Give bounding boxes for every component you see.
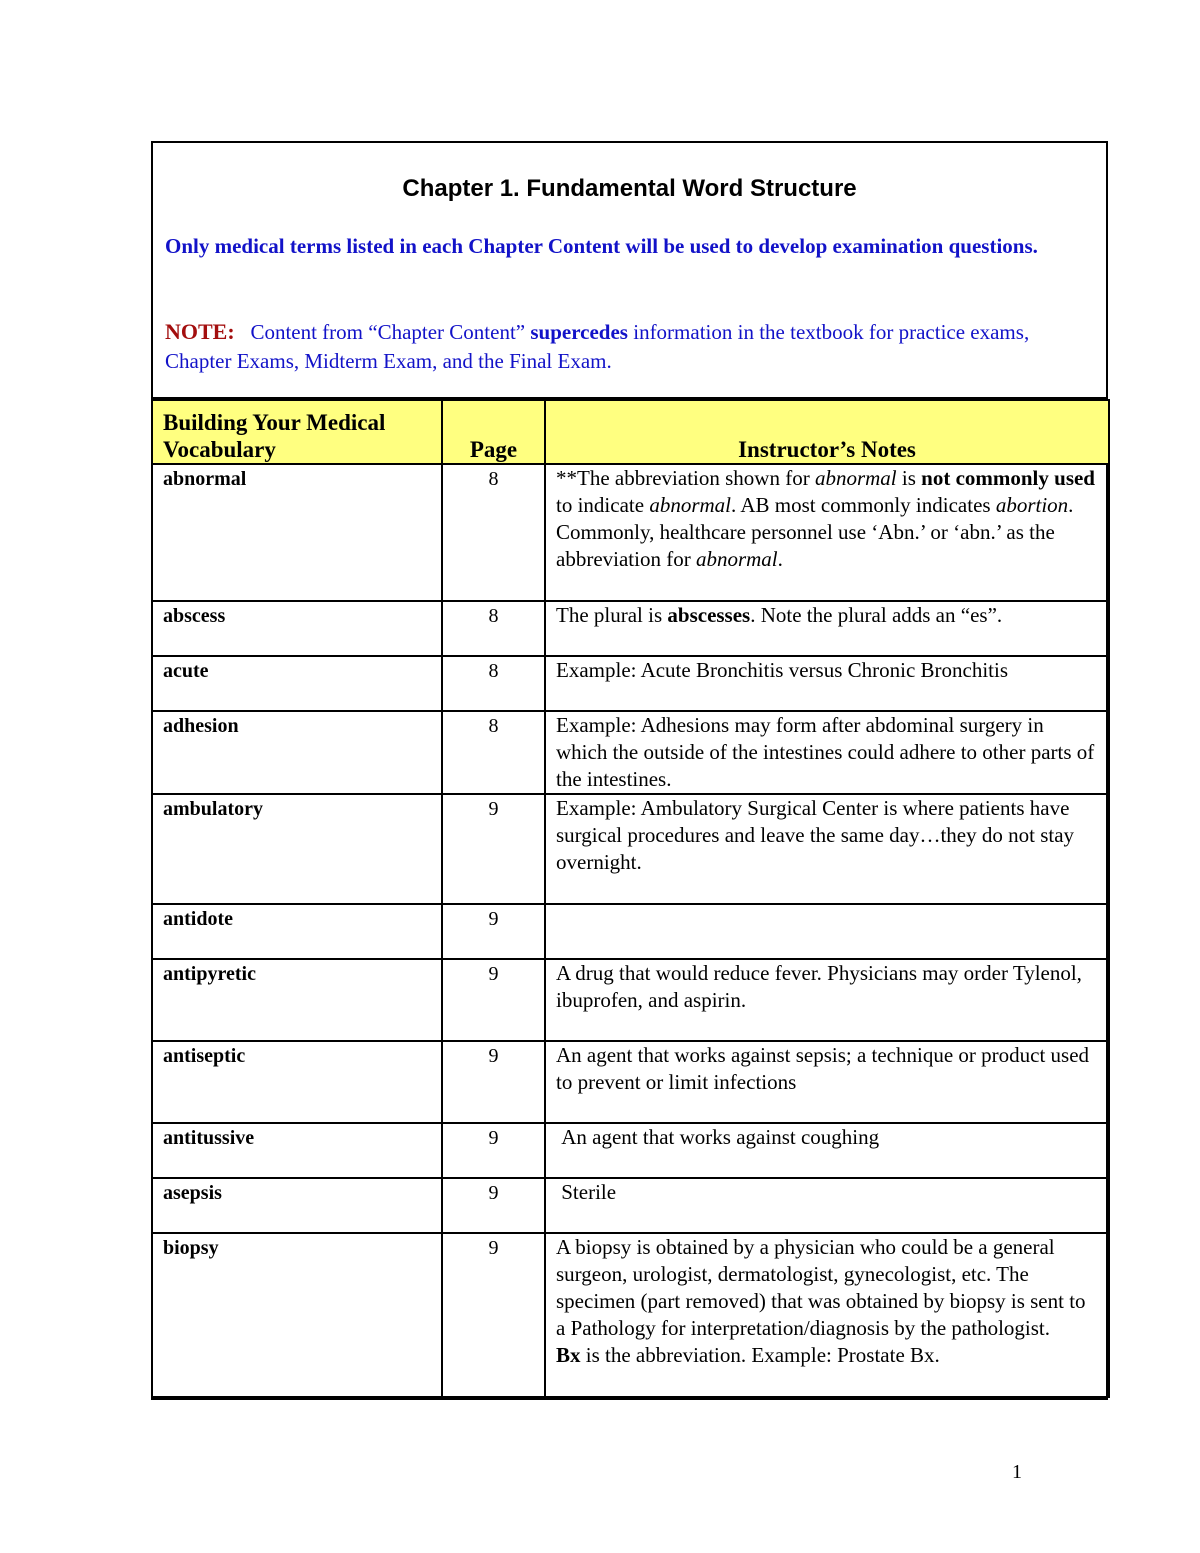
note-text: . Note the plural adds an “es”.: [750, 603, 1003, 627]
table-row: [152, 1123, 1109, 1178]
note-text: .: [777, 547, 783, 571]
page-cell: 9: [442, 959, 545, 1041]
term-cell: abscess: [152, 601, 442, 656]
table-row: [152, 794, 1109, 904]
note-bold: not commonly used: [921, 466, 1095, 490]
intro-text: Only medical terms listed in each Chapter Content will be used to develop examination questions.: [165, 234, 1038, 258]
column-header-vocabulary: Building Your Medical Vocabulary: [152, 400, 442, 464]
notes-cell: [545, 464, 1109, 601]
term-cell: biopsy: [152, 1233, 442, 1397]
note-italic: abnormal: [649, 493, 731, 517]
term-cell: acute: [152, 656, 442, 711]
chapter-content-frame: [151, 141, 1108, 1400]
page-cell: 8: [442, 601, 545, 656]
notes-cell: Example: Ambulatory Surgical Center is where patients have surgical procedures and leave the same day…they do not stay overnight.: [545, 794, 1109, 904]
note-text: .: [1068, 493, 1074, 517]
table-row: [152, 904, 1109, 959]
term-cell: antiseptic: [152, 1041, 442, 1123]
page-cell: 8: [442, 711, 545, 794]
note-text: A biopsy is obtained by a physician who could be a general surgeon, urologist, dermatologist, gynecologist, etc. The specimen (part removed) that was obtained by biopsy is sent to a Pathology for interpretation/diagnosis by the pathologist.: [556, 1235, 1086, 1340]
notes-cell: [545, 601, 1109, 656]
page-cell: 9: [442, 904, 545, 959]
note-text: . AB most commonly indicates: [731, 493, 996, 517]
note-text: Commonly, healthcare personnel use ‘Abn.’ or ‘abn.’ as the abbreviation for: [556, 520, 1055, 571]
note-italic: abortion: [995, 493, 1069, 517]
term-cell: abnormal: [152, 464, 442, 601]
notes-cell: Example: Acute Bronchitis versus Chronic Bronchitis: [545, 656, 1109, 711]
note-italic: abnormal: [695, 547, 778, 571]
term-cell: asepsis: [152, 1178, 442, 1233]
notes-cell: A drug that would reduce fever. Physicians may order Tylenol, ibuprofen, and aspirin.: [545, 959, 1109, 1041]
table-row: [152, 1041, 1109, 1123]
term-cell: antidote: [152, 904, 442, 959]
notes-cell: An agent that works against coughing: [545, 1123, 1109, 1178]
table-row: [152, 959, 1109, 1041]
note-paragraph: [165, 317, 1076, 376]
note-bold: Bx: [556, 1343, 581, 1367]
page-number: 1: [1012, 1461, 1022, 1483]
note-bold: supercedes: [530, 320, 628, 344]
table-row: [152, 601, 1109, 656]
page-cell: 8: [442, 656, 545, 711]
table-header-row: [152, 400, 1109, 464]
note-bold: abscesses: [667, 603, 751, 627]
notes-cell: Example: Adhesions may form after abdominal surgery in which the outside of the intestines could adhere to other parts of the intestines.: [545, 711, 1109, 794]
note-text: **The abbreviation shown for: [556, 466, 815, 490]
table-row: [152, 1233, 1109, 1397]
term-cell: adhesion: [152, 711, 442, 794]
note-text-2: information in the textbook for practice exams, Chapter Exams, Midterm Exam, and the Final Exam.: [165, 320, 1030, 373]
page-cell: 8: [442, 464, 545, 601]
page-cell: 9: [442, 794, 545, 904]
page-title: Chapter 1. Fundamental Word Structure: [402, 175, 857, 202]
note-text: is: [896, 466, 922, 490]
column-header-notes: Instructor’s Notes: [545, 400, 1109, 464]
note-text-1: Content from “Chapter Content”: [250, 320, 531, 344]
table-row: [152, 656, 1109, 711]
table-row: [152, 1178, 1109, 1233]
notes-cell: Sterile: [545, 1178, 1109, 1233]
table-row: [152, 464, 1109, 601]
term-cell: antipyretic: [152, 959, 442, 1041]
chapter-header: [153, 143, 1106, 399]
term-cell: antitussive: [152, 1123, 442, 1178]
notes-cell: [545, 904, 1109, 959]
page-cell: 9: [442, 1178, 545, 1233]
note-label: NOTE:: [165, 319, 235, 344]
note-text: to indicate: [556, 493, 650, 517]
note-text: is the abbreviation. Example: Prostate Bx.: [580, 1343, 940, 1367]
table-row: [152, 711, 1109, 794]
page-cell: 9: [442, 1041, 545, 1123]
note-text: The plural is: [556, 603, 668, 627]
vocabulary-table: [151, 399, 1110, 1398]
page-cell: 9: [442, 1233, 545, 1397]
term-cell: ambulatory: [152, 794, 442, 904]
note-italic: abnormal: [814, 466, 897, 490]
notes-cell: An agent that works against sepsis; a technique or product used to prevent or limit infections: [545, 1041, 1109, 1123]
notes-cell: [545, 1233, 1109, 1397]
column-header-page: Page: [442, 400, 545, 464]
page-cell: 9: [442, 1123, 545, 1178]
